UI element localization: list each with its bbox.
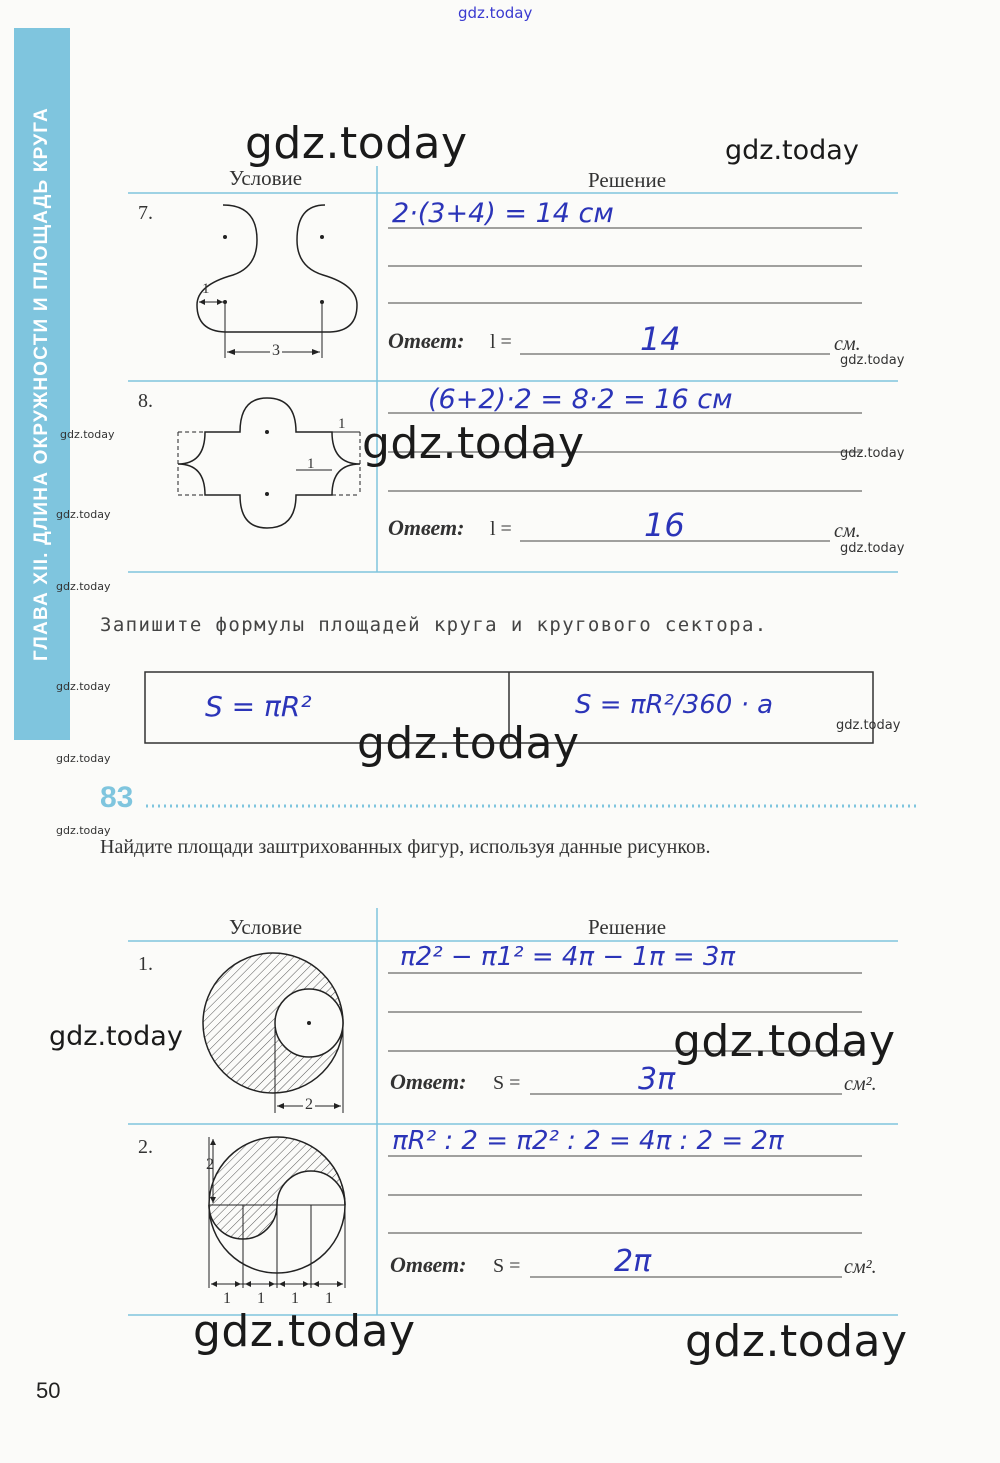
- watermark: gdz.today: [725, 135, 859, 166]
- section-task: Найдите площади заштрихованных фигур, используя данные рисунков.: [100, 836, 711, 858]
- circles-1-dim: 2: [305, 1096, 313, 1113]
- task-8-answer-label: Ответ:: [388, 515, 465, 540]
- task-b1-answer-var: S =: [493, 1072, 521, 1094]
- circles-2-seg-1: 1: [223, 1290, 231, 1307]
- watermark-top: gdz.today: [458, 4, 533, 22]
- task-8-number: 8.: [138, 390, 153, 412]
- watermark: gdz.today: [193, 1306, 416, 1357]
- watermark: gdz.today: [357, 718, 580, 769]
- watermark: gdz.today: [49, 1021, 183, 1052]
- circles-2-height: 2: [206, 1156, 214, 1173]
- task-8-unit: см.: [834, 520, 861, 542]
- page-number: 50: [36, 1378, 61, 1403]
- watermark: gdz.today: [840, 446, 905, 461]
- watermark: gdz.today: [685, 1316, 908, 1367]
- vase-bottom-dim: 3: [272, 342, 280, 359]
- cross-mid-dim: 1: [307, 456, 315, 472]
- watermark: gdz.today: [60, 428, 115, 441]
- circles-2-seg-4: 1: [325, 1290, 333, 1307]
- watermark: gdz.today: [56, 752, 111, 765]
- task-7-answer-label: Ответ:: [388, 328, 465, 353]
- task-7-answer-var: l =: [490, 331, 512, 353]
- header-condition-b: Условие: [229, 915, 303, 939]
- task-8-answer-var: l =: [490, 518, 512, 540]
- task-b1-number: 1.: [138, 953, 153, 975]
- figure-circles-2: [195, 1128, 365, 1313]
- task-b1-unit: см².: [844, 1073, 877, 1095]
- task-b2-unit: см².: [844, 1256, 877, 1278]
- circles-2-seg-2: 1: [257, 1290, 265, 1307]
- task-7-number: 7.: [138, 202, 153, 224]
- header-solution-b: Решение: [588, 915, 667, 939]
- task-b2-answer-var: S =: [493, 1255, 521, 1277]
- task-7-answer: 14: [640, 320, 681, 358]
- watermark: gdz.today: [362, 418, 585, 469]
- watermark: gdz.today: [56, 824, 111, 837]
- circles-2-seg-3: 1: [291, 1290, 299, 1307]
- cross-top-dim: 1: [338, 416, 346, 432]
- task-8-solution: (6+2)·2 = 8·2 = 16 см: [428, 384, 733, 415]
- task-7-solution: 2·(3+4) = 14 см: [392, 198, 614, 229]
- task-b1-solution: π2² − π1² = 4π − 1π = 3π: [400, 942, 736, 972]
- watermark: gdz.today: [840, 353, 905, 368]
- figure-cross: [170, 390, 365, 540]
- watermark: gdz.today: [245, 118, 468, 169]
- section-number: 83: [100, 781, 134, 814]
- watermark: gdz.today: [836, 718, 901, 733]
- header-condition-a: Условие: [229, 166, 303, 190]
- task-b2-number: 2.: [138, 1136, 153, 1158]
- task-b1-answer: 3π: [638, 1062, 676, 1097]
- task-b1-answer-label: Ответ:: [390, 1069, 467, 1094]
- header-solution-a: Решение: [588, 168, 667, 192]
- formula-sector: S = πR²/360 · a: [575, 690, 774, 720]
- watermark: gdz.today: [56, 508, 111, 521]
- task-b2-answer-label: Ответ:: [390, 1252, 467, 1277]
- task-b2-solution: πR² : 2 = π2² : 2 = 4π : 2 = 2π: [392, 1126, 784, 1156]
- task-7-unit: см.: [834, 333, 861, 355]
- watermark: gdz.today: [840, 541, 905, 556]
- formula-prompt: Запишите формулы площадей круга и кругового сектора.: [100, 614, 768, 636]
- task-8-answer: 16: [644, 506, 685, 544]
- chapter-title: ГЛАВА XII. ДЛИНА ОКРУЖНОСТИ И ПЛОЩАДЬ КРУГА: [31, 107, 52, 661]
- task-b2-answer: 2π: [614, 1244, 652, 1279]
- vase-left-dim: 1: [202, 281, 210, 297]
- watermark: gdz.today: [56, 580, 111, 593]
- figure-circles-1: [195, 945, 365, 1120]
- watermark: gdz.today: [673, 1016, 896, 1067]
- watermark: gdz.today: [56, 680, 111, 693]
- formula-circle: S = πR²: [205, 690, 312, 723]
